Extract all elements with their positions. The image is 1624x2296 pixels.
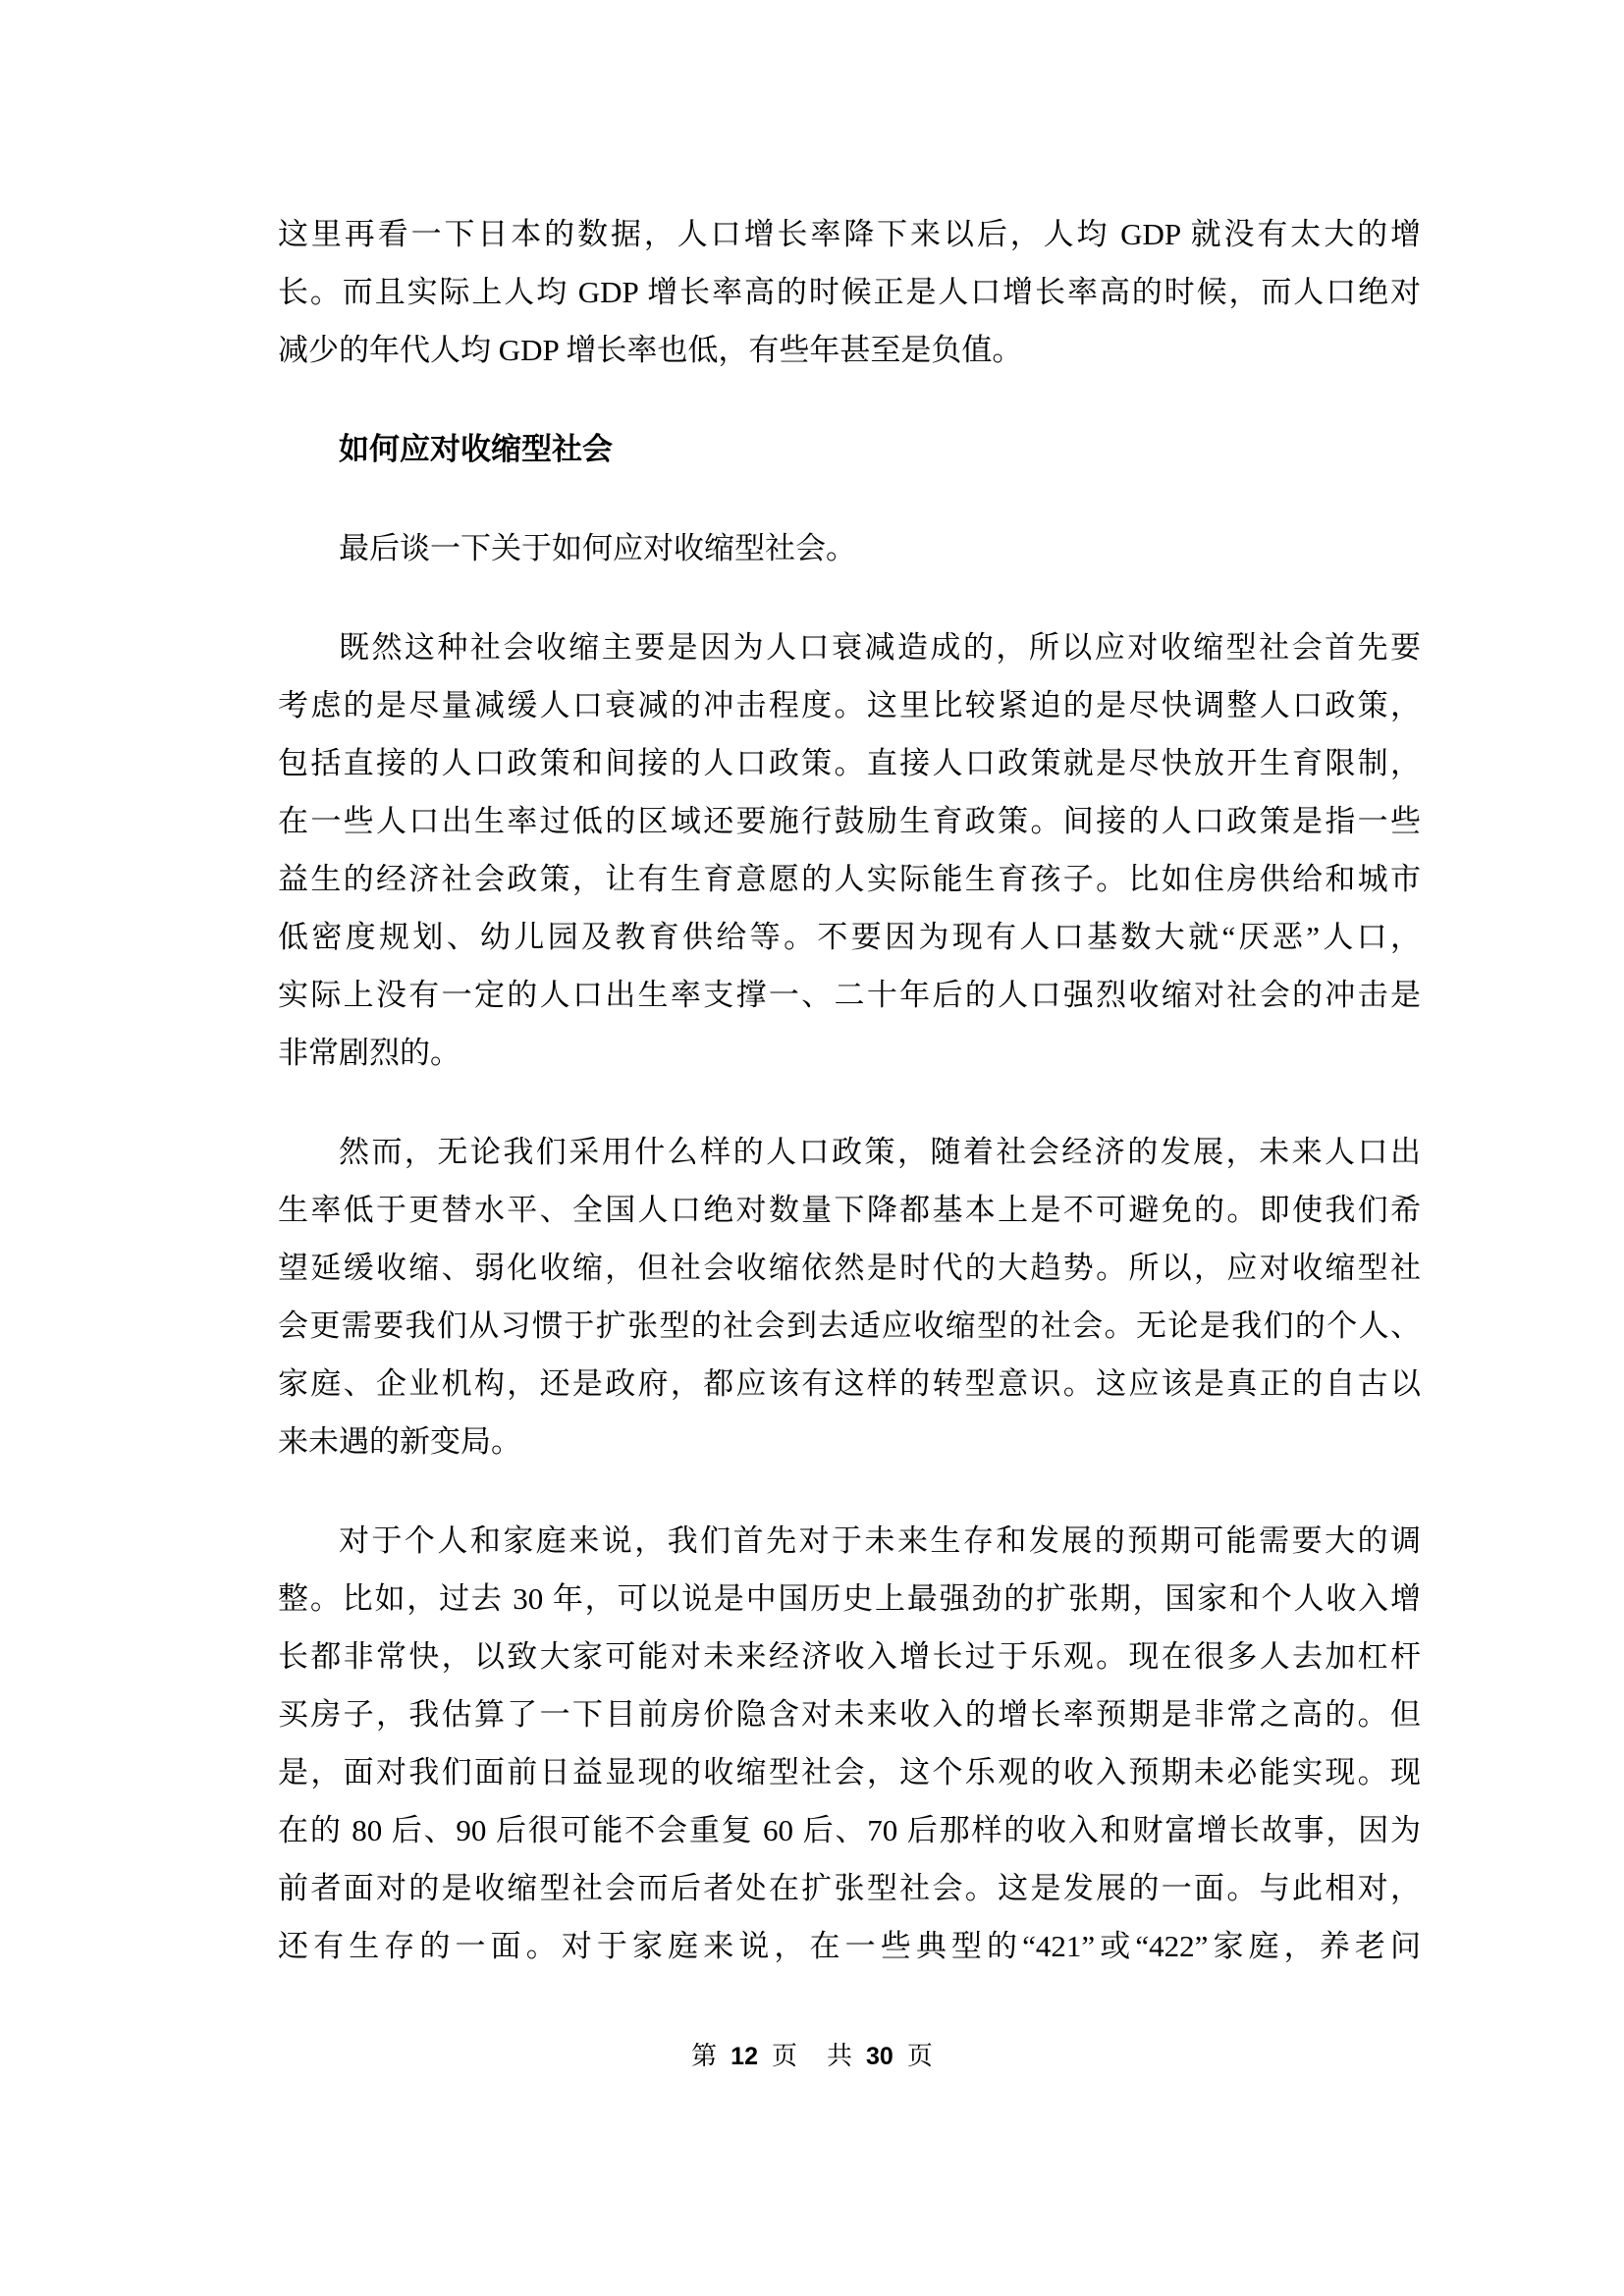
text-line: 长都非常快，以致大家可能对未来经济收入增长过于乐观。现在很多人去加杠杆 [278, 1639, 1421, 1674]
document-body [278, 205, 1421, 1975]
text-line: 在的 80 后、90 后很可能不会重复 60 后、70 后那样的收入和财富增长故事，因为 [278, 1813, 1421, 1847]
text-line: 前者面对的是收缩型社会而后者处在扩张型社会。这是发展的一面。与此相对， [278, 1871, 1421, 1905]
paragraph [278, 618, 1421, 1082]
text-line: 既然这种社会收缩主要是因为人口衰减造成的，所以应对收缩型社会首先要 [339, 630, 1421, 665]
text-line: 买房子，我估算了一下目前房价隐含对未来收入的增长率预期是非常之高的。但 [278, 1697, 1421, 1732]
text-line: 减少的年代人均 GDP 增长率也低，有些年甚至是负值。 [278, 333, 1023, 367]
text-line: 包括直接的人口政策和间接的人口政策。直接人口政策就是尽快放开生育限制， [278, 746, 1421, 780]
paragraph [278, 519, 1421, 577]
footer-label: 页 [906, 2042, 933, 2070]
text-line: 望延缓收缩、弱化收缩，但社会收缩依然是时代的大趋势。所以，应对收缩型社 [278, 1251, 1421, 1285]
text-line: 益生的经济社会政策，让有生育意愿的人实际能生育孩子。比如住房供给和城市 [278, 862, 1421, 896]
heading-text: 如何应对收缩型社会 [339, 432, 613, 466]
paragraph [278, 1512, 1421, 1975]
text-line: 是，面对我们面前日益显现的收缩型社会，这个乐观的收入预期未必能实现。现 [278, 1755, 1421, 1789]
text-line: 家庭、企业机构，还是政府，都应该有这样的转型意识。这应该是真正的自古以 [278, 1366, 1421, 1401]
text-line: 考虑的是尽量减缓人口衰减的冲击程度。这里比较紧迫的是尽快调整人口政策， [278, 688, 1421, 722]
text-line: 来未遇的新变局。 [278, 1424, 521, 1459]
text-line: 还有生存的一面。对于家庭来说，在一些典型的“421”或“422”家庭，养老问 [278, 1929, 1421, 1963]
total-pages: 30 [866, 2043, 893, 2070]
section-heading [278, 420, 1421, 478]
footer-current-page [691, 2040, 797, 2073]
text-line: 实际上没有一定的人口出生率支撑一、二十年后的人口强烈收缩对社会的冲击是 [278, 978, 1421, 1012]
footer-label: 第 [691, 2042, 718, 2070]
footer-label: 共 [827, 2042, 853, 2070]
text-line: 长。而且实际上人均 GDP 增长率高的时候正是人口增长率高的时候，而人口绝对 [278, 275, 1421, 309]
footer-label: 页 [771, 2042, 797, 2070]
text-line: 非常剧烈的。 [278, 1036, 460, 1070]
text-line: 这里再看一下日本的数据，人口增长率降下来以后，人均 GDP 就没有太大的增 [278, 217, 1421, 251]
text-line: 生率低于更替水平、全国人口绝对数量下降都基本上是不可避免的。即使我们希 [278, 1193, 1421, 1227]
text-line: 然而，无论我们采用什么样的人口政策，随着社会经济的发展，未来人口出 [339, 1135, 1421, 1169]
text-line: 对于个人和家庭来说，我们首先对于未来生存和发展的预期可能需要大的调 [339, 1523, 1421, 1558]
paragraph [278, 205, 1421, 379]
paragraph [278, 1123, 1421, 1470]
text-line: 低密度规划、幼儿园及教育供给等。不要因为现有人口基数大就“厌恶”人口， [278, 920, 1421, 954]
text-line: 在一些人口出生率过低的区域还要施行鼓励生育政策。间接的人口政策是指一些 [278, 804, 1421, 838]
page-number: 12 [731, 2043, 758, 2070]
page-footer [0, 2040, 1624, 2073]
text-line: 整。比如，过去 30 年，可以说是中国历史上最强劲的扩张期，国家和个人收入增 [278, 1581, 1421, 1616]
footer-total-pages [827, 2040, 933, 2073]
text-line: 最后谈一下关于如何应对收缩型社会。 [339, 531, 856, 565]
text-line: 会更需要我们从习惯于扩张型的社会到去适应收缩型的社会。无论是我们的个人、 [278, 1308, 1421, 1343]
